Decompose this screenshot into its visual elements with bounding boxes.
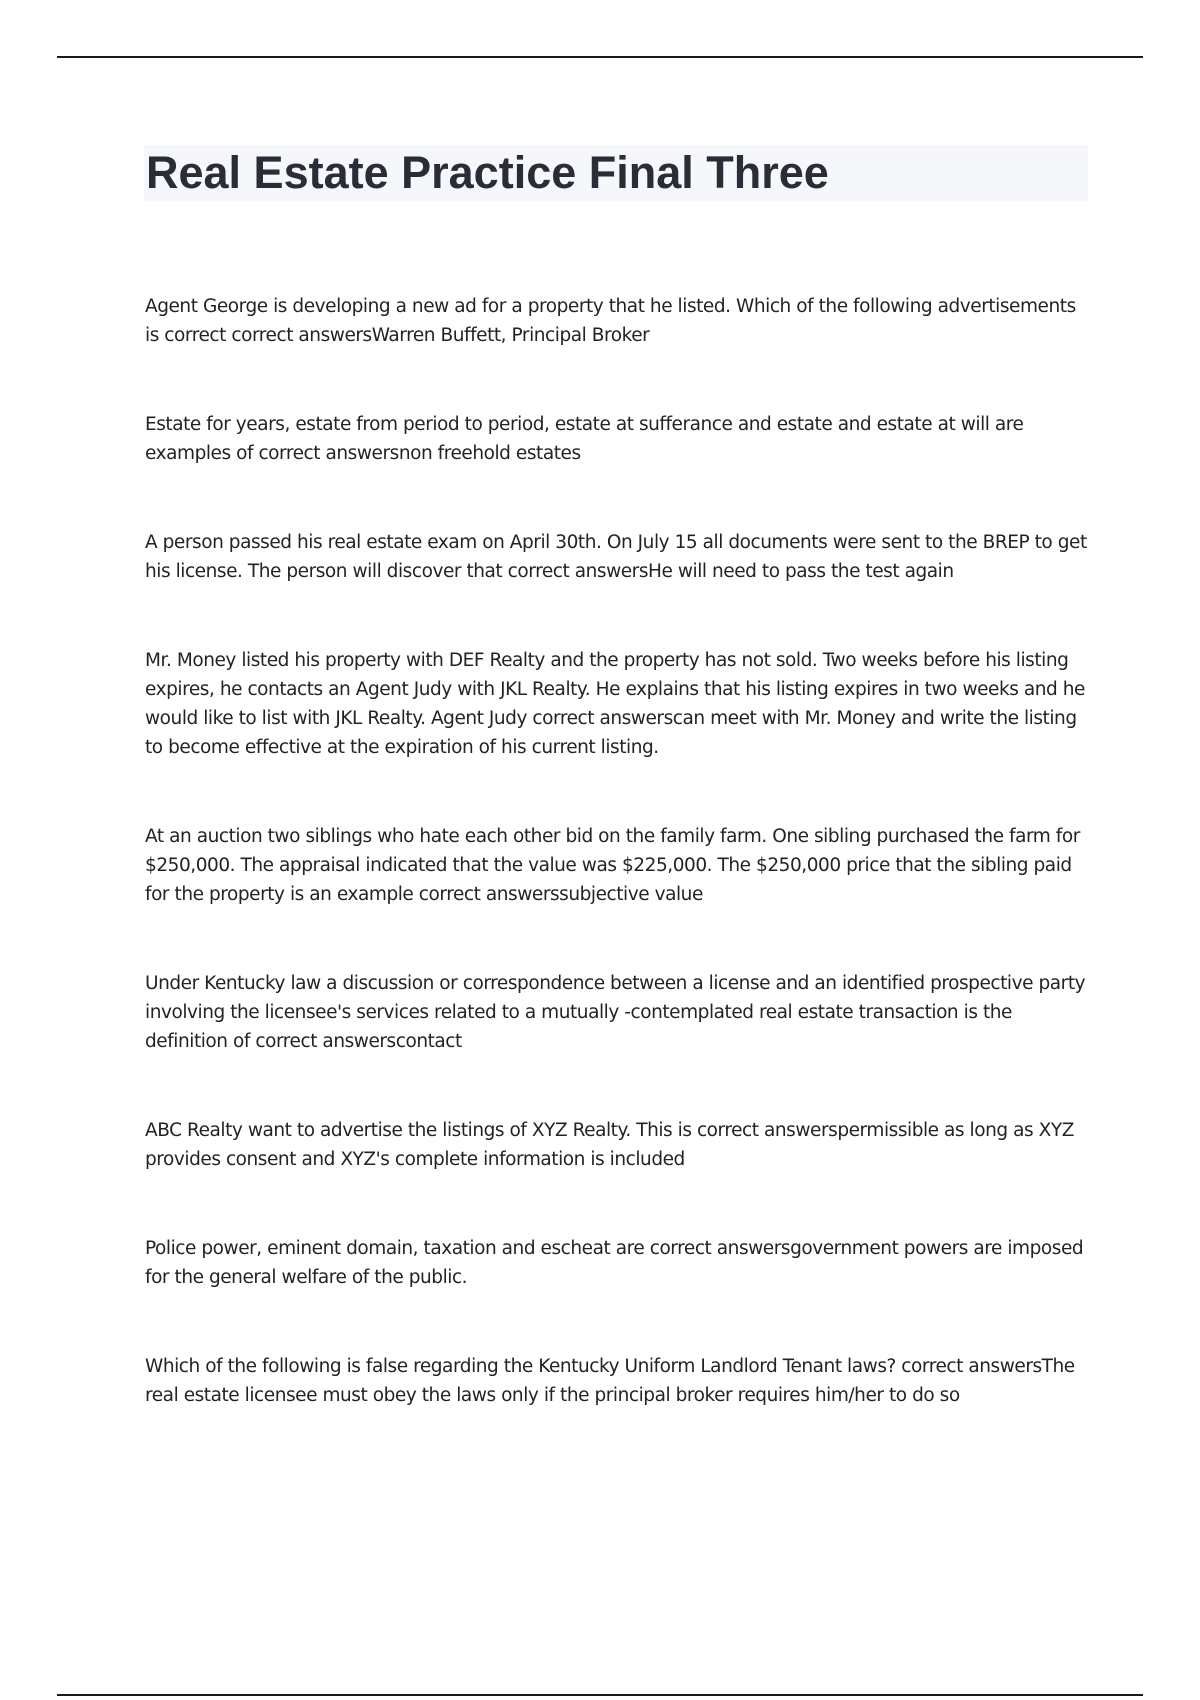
qa-item-5: At an auction two siblings who hate each other bid on the family farm. One sibling purchased the farm for $250,000. The appraisal indicated that the value was $225,000. The $250,000 price that the sibling paid for the property is an example correct answerssubjective value	[145, 826, 1080, 905]
bottom-divider	[57, 1694, 1143, 1696]
qa-item-7: ABC Realty want to advertise the listings of XYZ Realty. This is correct answerspermissible as long as XYZ provides consent and XYZ's complete information is included	[145, 1120, 1074, 1170]
question-answer-list	[145, 292, 1095, 1470]
document-title: Real Estate Practice Final Three	[146, 147, 829, 198]
qa-item-2: Estate for years, estate from period to period, estate at sufferance and estate and estate at will are examples of correct answersnon freehold estates	[145, 414, 1024, 464]
qa-item-3: A person passed his real estate exam on April 30th. On July 15 all documents were sent to the BREP to get his license. The person will discover that correct answersHe will need to pass the test again	[145, 532, 1087, 582]
qa-item-1: Agent George is developing a new ad for a property that he listed. Which of the following advertisements is correct correct answersWarren Buffett, Principal Broker	[145, 296, 1076, 346]
top-divider	[57, 56, 1143, 58]
qa-item-8: Police power, eminent domain, taxation and escheat are correct answersgovernment powers are imposed for the general welfare of the public.	[145, 1238, 1084, 1288]
qa-item-6: Under Kentucky law a discussion or correspondence between a license and an identified prospective party involving the licensee's services related to a mutually -contemplated real estate transaction is the definition of correct answerscontact	[145, 973, 1086, 1052]
qa-item-4: Mr. Money listed his property with DEF Realty and the property has not sold. Two weeks before his listing expires, he contacts an Agent Judy with JKL Realty. He explains that his listing expires in two weeks and he would like to list with JKL Realty. Agent Judy correct answerscan meet with Mr. Money and write the listing to become effective at the expiration of his current listing.	[145, 650, 1085, 758]
qa-item-9: Which of the following is false regarding the Kentucky Uniform Landlord Tenant laws? correct answersThe real estate licensee must obey the laws only if the principal broker requires him/her to do so	[145, 1356, 1075, 1406]
